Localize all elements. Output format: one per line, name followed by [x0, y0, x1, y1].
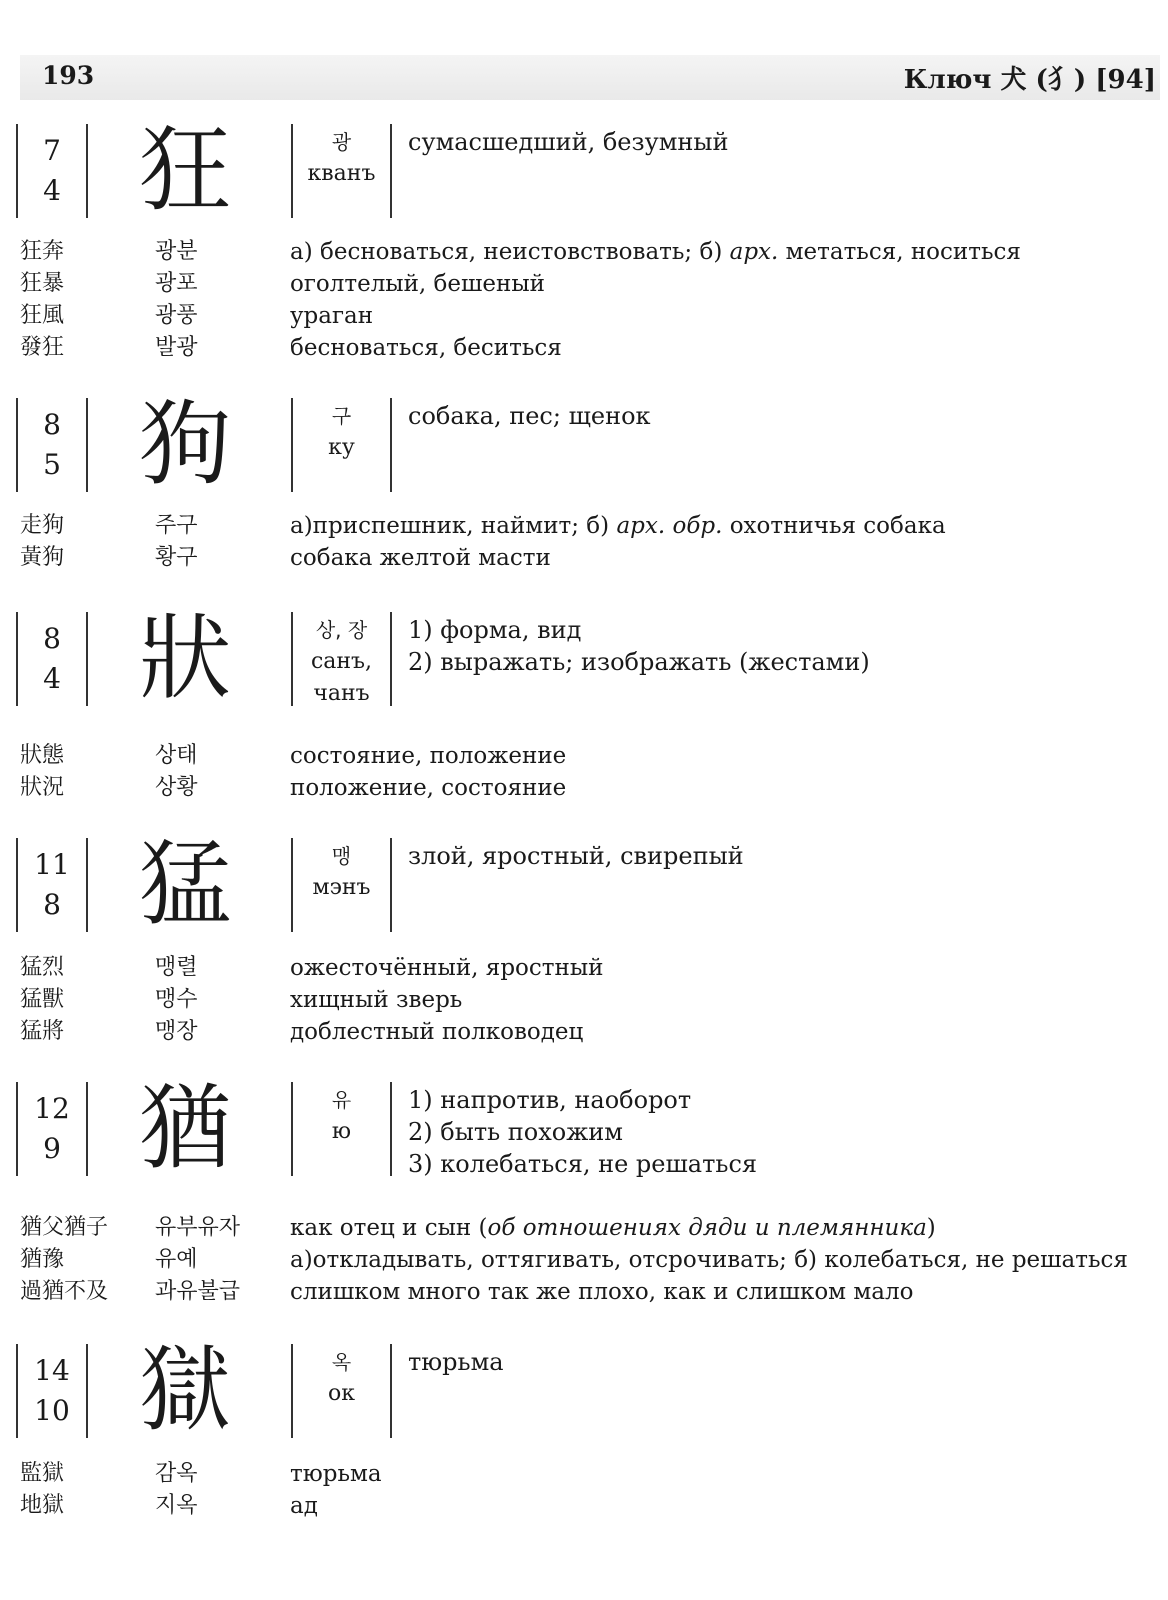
- compound-meaning: [290, 268, 545, 300]
- compound-hangul: 광풍: [155, 303, 198, 328]
- compound-hangul: 주구: [155, 513, 198, 538]
- compound-hanja: 猶父猶子: [20, 1215, 109, 1240]
- stroke-radical-extra: 9: [43, 1132, 61, 1165]
- compound-hangul: 유예: [155, 1247, 198, 1272]
- page-header: [20, 55, 1160, 100]
- compound-meaning: [290, 1276, 913, 1308]
- reading-cyrillic: ю: [331, 1119, 352, 1144]
- reading-cyrillic: ку: [328, 435, 355, 460]
- compound-hanja: 地獄: [20, 1493, 65, 1518]
- meaning-text: собака желтой масти: [290, 545, 551, 571]
- reading-hangul: 광: [331, 130, 352, 154]
- meanings: [408, 400, 651, 432]
- reading-box: [291, 1344, 392, 1438]
- reading-box: [291, 612, 392, 706]
- reading-cyrillic: кванъ: [307, 161, 376, 186]
- meaning-text: ): [926, 1215, 936, 1241]
- reading-box: [291, 124, 392, 218]
- compound-meaning: [290, 542, 551, 574]
- meaning-text: слишком много так же плохо, как и слишком мало: [290, 1279, 914, 1305]
- stroke-radical-extra: 10: [34, 1394, 70, 1427]
- reading-hangul: 구: [331, 404, 352, 428]
- stroke-total: 12: [34, 1092, 70, 1125]
- stroke-total: 8: [43, 408, 61, 441]
- reading-cyrillic: чанъ: [313, 681, 370, 706]
- meaning-line: 2) выражать; изображать (жестами): [408, 648, 870, 676]
- headword-character: 狀: [138, 605, 231, 712]
- compound-hanja: 過猶不及: [20, 1279, 109, 1304]
- stroke-count: [16, 612, 88, 706]
- running-head: Ключ 犬 (犭) [94]: [903, 65, 1156, 95]
- meaning-text: ожесточённый, яростный: [290, 955, 604, 981]
- stroke-radical-extra: 5: [43, 448, 61, 481]
- reading-hangul: 상, 장: [315, 618, 368, 642]
- meaning-text: состояние, положение: [290, 743, 567, 769]
- compound-meaning: [290, 952, 603, 984]
- reading-box: [291, 1082, 392, 1176]
- compound-meaning: [290, 332, 562, 364]
- meaning-text: ураган: [290, 303, 374, 329]
- headword-character: 狂: [138, 117, 231, 224]
- meanings: [408, 840, 744, 872]
- meaning-text: метаться, носиться: [778, 239, 1021, 265]
- compound-hanja: 狀態: [20, 743, 65, 768]
- compound-hangul: 황구: [155, 545, 198, 570]
- page-number: 193: [42, 61, 95, 90]
- compound-meaning: [290, 1244, 1128, 1276]
- compound-hanja: 監獄: [20, 1461, 65, 1486]
- compound-hanja: 狂奔: [20, 239, 65, 264]
- reading-box: [291, 398, 392, 492]
- compound-hangul: 유부유자: [155, 1215, 241, 1240]
- headword-character: 獄: [138, 1337, 231, 1444]
- usage-note: арх. обр.: [616, 513, 723, 539]
- meaning-text: оголтелый, бешеный: [290, 271, 545, 297]
- usage-note: об отношениях дяди и племянника: [487, 1215, 927, 1241]
- compound-meaning: [290, 1458, 382, 1490]
- compound-meaning: [290, 1490, 318, 1522]
- reading-hangul: 옥: [331, 1350, 352, 1374]
- compound-hanja: 發狂: [20, 335, 65, 360]
- meaning-line: 1) форма, вид: [408, 616, 582, 644]
- headword-character: 猛: [138, 831, 231, 938]
- compound-meaning: [290, 236, 1021, 268]
- meaning-text: а)откладывать, оттягивать, отсрочивать; б) колебаться, не решаться: [290, 1247, 1128, 1273]
- stroke-radical-extra: 4: [43, 174, 61, 207]
- meaning-line: собака, пес; щенок: [408, 402, 651, 430]
- compound-hangul: 광분: [155, 239, 198, 264]
- compound-hangul: 맹렬: [155, 955, 198, 980]
- compound-hangul: 과유불급: [155, 1279, 241, 1304]
- compound-meaning: [290, 300, 373, 332]
- usage-note: арх.: [729, 239, 779, 265]
- compound-hangul: 맹장: [155, 1019, 198, 1044]
- compound-hangul: 상태: [155, 743, 198, 768]
- compound-hanja: 猛獸: [20, 987, 65, 1012]
- reading-cyrillic: ок: [328, 1381, 355, 1406]
- compound-hangul: 상황: [155, 775, 198, 800]
- compound-hangul: 지옥: [155, 1493, 198, 1518]
- stroke-total: 14: [34, 1354, 70, 1387]
- meaning-text: бесноваться, беситься: [290, 335, 562, 361]
- meaning-line: сумасшедший, безумный: [408, 128, 729, 156]
- stroke-total: 11: [34, 848, 70, 881]
- compound-hanja: 猛將: [20, 1019, 65, 1044]
- headword-character: 狗: [138, 391, 231, 498]
- headword-character: 猶: [138, 1075, 231, 1182]
- compound-hangul: 발광: [155, 335, 198, 360]
- meaning-text: тюрьма: [290, 1461, 382, 1487]
- reading-cyrillic: мэнъ: [312, 875, 371, 900]
- compound-meaning: [290, 984, 462, 1016]
- compound-meaning: [290, 1016, 583, 1048]
- meaning-line: 2) быть похожим: [408, 1118, 623, 1146]
- reading-cyrillic: санъ,: [310, 649, 373, 674]
- compound-hanja: 黃狗: [20, 545, 65, 570]
- meaning-line: злой, яростный, свирепый: [408, 842, 744, 870]
- meaning-text: охотничья собака: [722, 513, 946, 539]
- compound-hanja: 走狗: [20, 513, 65, 538]
- stroke-radical-extra: 8: [43, 888, 61, 921]
- stroke-count: [16, 398, 88, 492]
- meaning-text: как отец и сын (: [290, 1215, 488, 1241]
- compound-hangul: 맹수: [155, 987, 198, 1012]
- compound-hanja: 猛烈: [20, 955, 65, 980]
- meaning-text: положение, состояние: [290, 775, 567, 801]
- meanings: [408, 126, 728, 158]
- compound-hanja: 狂暴: [20, 271, 65, 296]
- meaning-text: ад: [290, 1493, 318, 1519]
- stroke-count: [16, 1082, 88, 1176]
- meanings: [408, 1084, 757, 1180]
- stroke-count: [16, 124, 88, 218]
- stroke-radical-extra: 4: [43, 662, 61, 695]
- compound-meaning: [290, 1212, 936, 1244]
- meanings: [408, 614, 870, 678]
- reading-hangul: 맹: [331, 844, 352, 868]
- compound-meaning: [290, 772, 566, 804]
- stroke-count: [16, 1344, 88, 1438]
- meaning-line: 3) колебаться, не решаться: [408, 1150, 758, 1178]
- meaning-text: а)приспешник, наймит; б): [290, 513, 617, 539]
- stroke-count: [16, 838, 88, 932]
- compound-hanja: 狂風: [20, 303, 65, 328]
- meaning-text: а) бесноваться, неистовствовать; б): [290, 239, 730, 265]
- stroke-total: 7: [43, 134, 61, 167]
- meaning-text: доблестный полководец: [290, 1019, 584, 1045]
- stroke-total: 8: [43, 622, 61, 655]
- compound-hangul: 감옥: [155, 1461, 198, 1486]
- reading-hangul: 유: [331, 1088, 352, 1112]
- compound-meaning: [290, 740, 566, 772]
- meaning-line: тюрьма: [408, 1348, 504, 1376]
- meaning-text: хищный зверь: [290, 987, 463, 1013]
- meaning-line: 1) напротив, наоборот: [408, 1086, 692, 1114]
- compound-hanja: 猶豫: [20, 1247, 65, 1272]
- compound-hanja: 狀況: [20, 775, 65, 800]
- meanings: [408, 1346, 504, 1378]
- reading-box: [291, 838, 392, 932]
- compound-hangul: 광포: [155, 271, 198, 296]
- compound-meaning: [290, 510, 946, 542]
